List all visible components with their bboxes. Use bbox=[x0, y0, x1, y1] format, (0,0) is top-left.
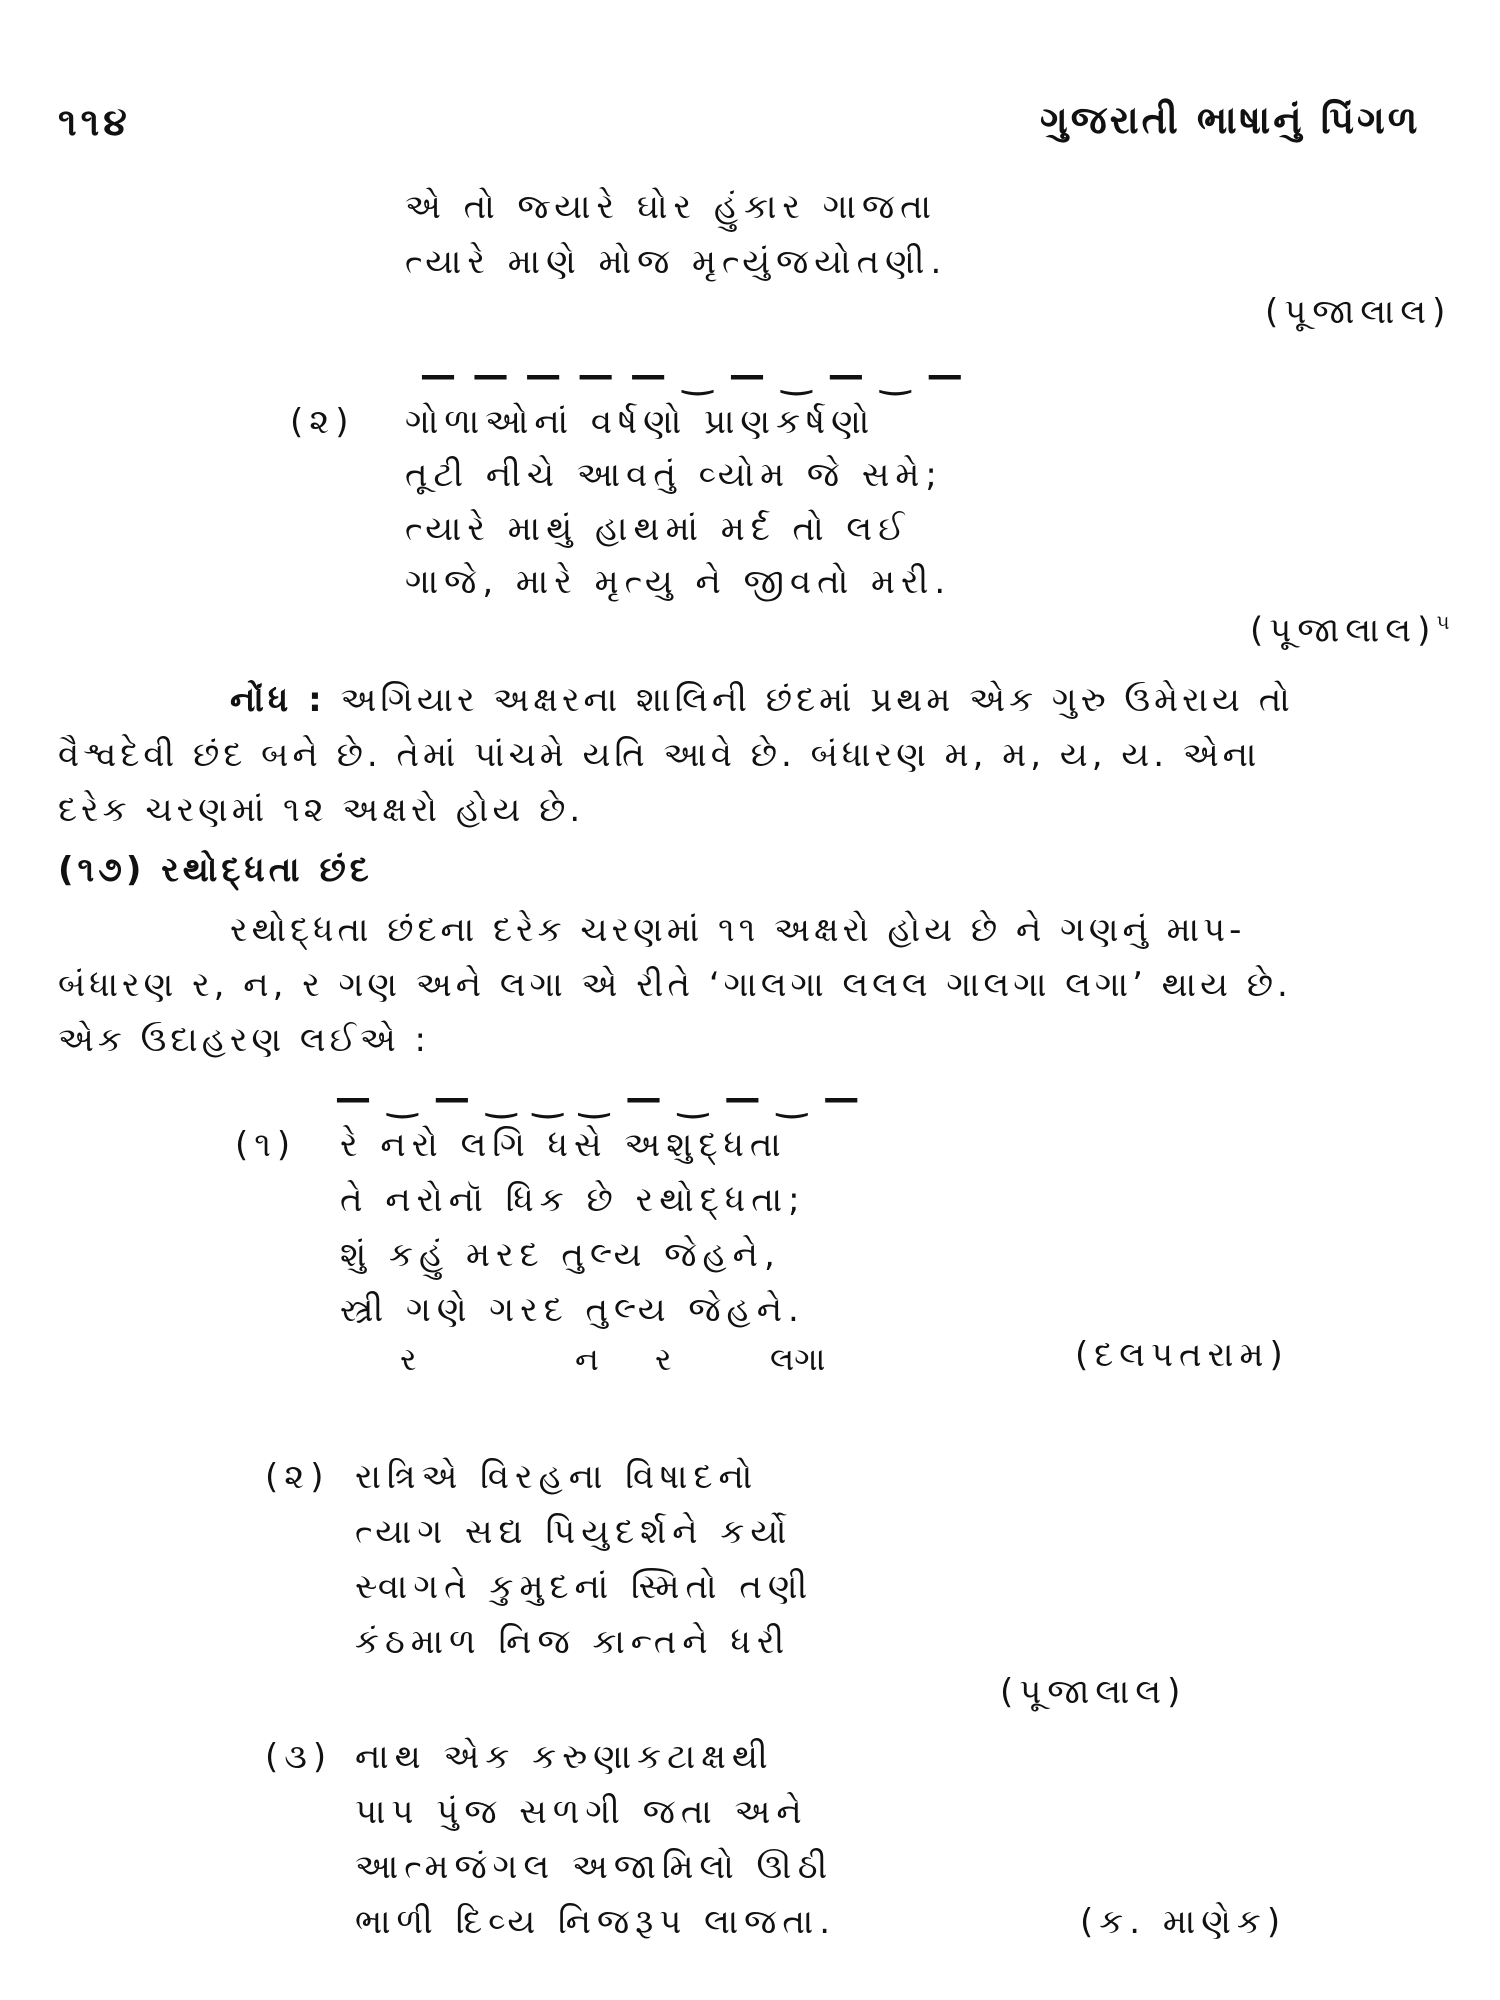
intro-line: બંધારણ ર, ન, ર ગણ અને લગા એ રીતે ‘ગાલગા લલલ ગાલગા લગા’ થાય છે. bbox=[58, 965, 1292, 1005]
poem-line: રાત્રિએ વિરહના વિષાદનો bbox=[355, 1457, 759, 1497]
example-number: (૧) bbox=[235, 1125, 297, 1165]
intro-line: રથોદ્ધતા છંદના દરેક ચરણમાં ૧૧ અક્ષરો હોય છે ને ગણનું માપ- bbox=[230, 910, 1246, 950]
poem-line: તે નરોનૉ ધિક છે રથોદ્ધતા; bbox=[340, 1180, 806, 1220]
poem-line: સ્વાગતે કુમુદનાં સ્મિતો તણી bbox=[355, 1567, 814, 1607]
poem-line: ત્યાગ સદ્ય પિયુદર્શને કર્યો bbox=[355, 1512, 793, 1552]
poem-line: તૂટી નીચે આવતું વ્યોમ જે સમે; bbox=[405, 455, 943, 495]
poem-line: સ્ત્રી ગણે ગરદ તુલ્ય જેહને. bbox=[340, 1290, 805, 1330]
poem-line: પાપ પુંજ સળગી જતા અને bbox=[355, 1792, 808, 1832]
note-line bbox=[230, 680, 1294, 720]
poem-line: ગાજે, મારે મૃત્યુ ને જીવતો મરી. bbox=[405, 562, 952, 602]
example-number: (૨) bbox=[265, 1457, 330, 1497]
poem-line: શું કહું મરદ તુલ્ય જેહને, bbox=[340, 1235, 781, 1275]
poem-line: એ તો જ્યારે ઘોર હુંકાર ગાજતા bbox=[405, 187, 937, 227]
note-text: અગિયાર અક્ષરના શાલિની છંદમાં પ્રથમ એક ગુરુ ઉમેરાય તો bbox=[340, 680, 1294, 720]
poem-line: રે નરો લગિ ધસે અશુદ્ધતા bbox=[340, 1125, 787, 1165]
attribution: (પૂજાલાલ) bbox=[1000, 1672, 1187, 1712]
intro-line: એક ઉદાહરણ લઈએ : bbox=[58, 1020, 431, 1060]
poem-line: નાથ એક કરુણાકટાક્ષથી bbox=[355, 1737, 774, 1777]
attribution: (ક. માણેક) bbox=[1080, 1902, 1287, 1942]
footnote-mark: ૫ bbox=[1436, 610, 1456, 634]
attribution: (દલપતરામ) bbox=[1075, 1335, 1289, 1375]
note-line: દરેક ચરણમાં ૧૨ અક્ષરો હોય છે. bbox=[58, 790, 585, 830]
example-number: (૨) bbox=[290, 402, 355, 442]
meter-scheme: — ‿ — ‿ ‿ ‿ — ‿ — ‿ — bbox=[335, 1078, 862, 1119]
gana-label: ર bbox=[400, 1340, 417, 1378]
attribution bbox=[1250, 610, 1456, 651]
gana-label: લગા bbox=[770, 1340, 826, 1378]
note-label: નોંધ : bbox=[230, 680, 326, 720]
attribution: (પૂજાલાલ) bbox=[1265, 292, 1452, 332]
attribution-text: (પૂજાલાલ) bbox=[1250, 610, 1437, 651]
poem-line: ગોળાઓનાં વર્ષણો પ્રાણકર્ષણો bbox=[405, 402, 876, 442]
poem-line: ત્યારે માથું હાથમાં મર્દ તો લઈ bbox=[405, 509, 911, 549]
example-number: (૩) bbox=[265, 1737, 333, 1777]
running-title: ગુજરાતી ભાષાનું પિંગળ bbox=[1040, 98, 1421, 142]
poem-line: ત્યારે માણે મોજ મૃત્યુંજયોતણી. bbox=[405, 242, 948, 282]
page-number: ૧૧૪ bbox=[58, 100, 131, 144]
poem-line: આત્મજંગલ અજામિલો ઊઠી bbox=[355, 1847, 834, 1887]
gana-label: ન bbox=[575, 1340, 599, 1378]
meter-scheme: — — — — — ‿ — ‿ — ‿ — bbox=[420, 355, 965, 396]
gana-label: ર bbox=[655, 1340, 672, 1378]
note-line: વૈશ્વદેવી છંદ બને છે. તેમાં પાંચમે યતિ આવે છે. બંધારણ મ, મ, ય, ય. એના bbox=[58, 735, 1261, 775]
poem-line: ભાળી દિવ્ય નિજરૂપ લાજતા. bbox=[355, 1902, 836, 1942]
poem-line: કંઠમાળ નિજ કાન્તને ધરી bbox=[355, 1622, 791, 1662]
section-heading: (૧૭) રથોદ્ધતા છંદ bbox=[58, 850, 373, 890]
